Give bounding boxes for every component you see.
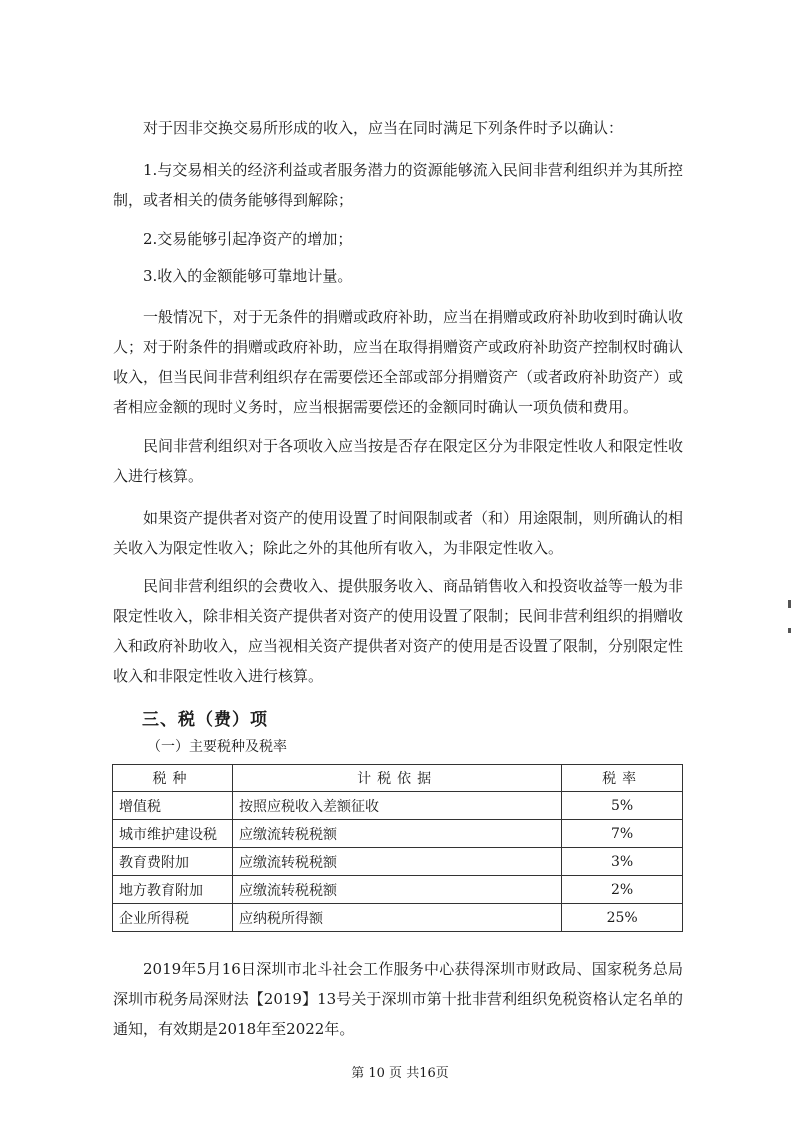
paragraph-condition-2: 2.交易能够引起净资产的增加； [143, 230, 353, 248]
table-row [113, 904, 683, 932]
cell-tax-basis: 应缴流转税税额 [232, 848, 561, 876]
cell-tax-basis: 按照应税收入差额征收 [232, 792, 561, 820]
paragraph-tax-exemption: 2019年5月16日深圳市北斗社会工作服务中心获得深圳市财政局、国家税务总局深圳市税务局深财法【2019】13号关于深圳市第十批非营利组织免税资格认定名单的通知，有效期是2018年至2022年。 [113, 960, 683, 1038]
cell-tax-basis: 应缴流转税税额 [232, 820, 561, 848]
section-heading-tax: 三、税（费）项 [142, 710, 268, 730]
cell-tax-type: 增值税 [113, 792, 233, 820]
paragraph-restricted-classification: 民间非营利组织对于各项收入应当按是否存在限定区分为非限定性收人和限定性收入进行核算。 [113, 437, 684, 485]
cell-tax-rate: 25% [562, 904, 683, 932]
paragraph-nonexchange-intro: 对于因非交换交易所形成的收入，应当在同时满足下列条件时予以确认： [143, 119, 624, 137]
header-tax-basis: 计税依据 [232, 765, 561, 792]
cell-tax-type: 城市维护建设税 [113, 820, 233, 848]
paragraph-condition-3: 3.收入的金额能够可靠地计量。 [143, 267, 353, 285]
scan-edge-mark [788, 628, 791, 633]
table-row [113, 876, 683, 904]
cell-tax-basis: 应纳税所得额 [232, 904, 561, 932]
cell-tax-rate: 3% [562, 848, 683, 876]
cell-tax-type: 教育费附加 [113, 848, 233, 876]
cell-tax-rate: 7% [562, 820, 683, 848]
cell-tax-rate: 5% [562, 792, 683, 820]
table-row [113, 820, 683, 848]
paragraph-donation-recognition: 一般情况下，对于无条件的捐赠或政府补助，应当在捐赠或政府补助收到时确认收人；对于附条件的捐赠或政府补助，应当在取得捐赠资产或政府补助资产控制权时确认收入，但当民间非营利组织存在需要偿还全部或部分捐赠资产（或者政府补助资产）或者相应金额的现时义务时，应当根据需要偿还的金额同时确认一项负债和费用。 [113, 308, 684, 416]
header-tax-rate: 税率 [562, 765, 683, 792]
cell-tax-type: 地方教育附加 [113, 876, 233, 904]
cell-tax-type: 企业所得税 [113, 904, 233, 932]
paragraph-revenue-types: 民间非营利组织的会费收入、提供服务收入、商品销售收入和投资收益等一般为非限定性收入，除非相关资产提供者对资产的使用设置了限制；民间非营利组织的捐赠收入和政府补助收入，应当视相关资产提供者对资产的使用是否设置了限制，分别限定性收入和非限定性收入进行核算。 [113, 577, 684, 685]
paragraph-restricted-definition: 如果资产提供者对资产的使用设置了时间限制或者（和）用途限制，则所确认的相关收入为限定性收入；除此之外的其他所有收入，为非限定性收入。 [113, 509, 684, 557]
page-number-footer: 第 10 页 共16页 [351, 1066, 449, 1081]
header-tax-type: 税种 [113, 765, 233, 792]
tax-rate-table [112, 764, 683, 932]
table-header-row [113, 765, 683, 792]
cell-tax-rate: 2% [562, 876, 683, 904]
subheading-main-taxes: （一）主要税种及税率 [147, 739, 287, 755]
scan-edge-mark [788, 600, 791, 608]
table-row [113, 848, 683, 876]
table-row [113, 792, 683, 820]
paragraph-condition-1: 1.与交易相关的经济利益或者服务潜力的资源能够流入民间非营利组织并为其所控制，或者相关的债务能够得到解除； [113, 161, 683, 209]
cell-tax-basis: 应缴流转税税额 [232, 876, 561, 904]
